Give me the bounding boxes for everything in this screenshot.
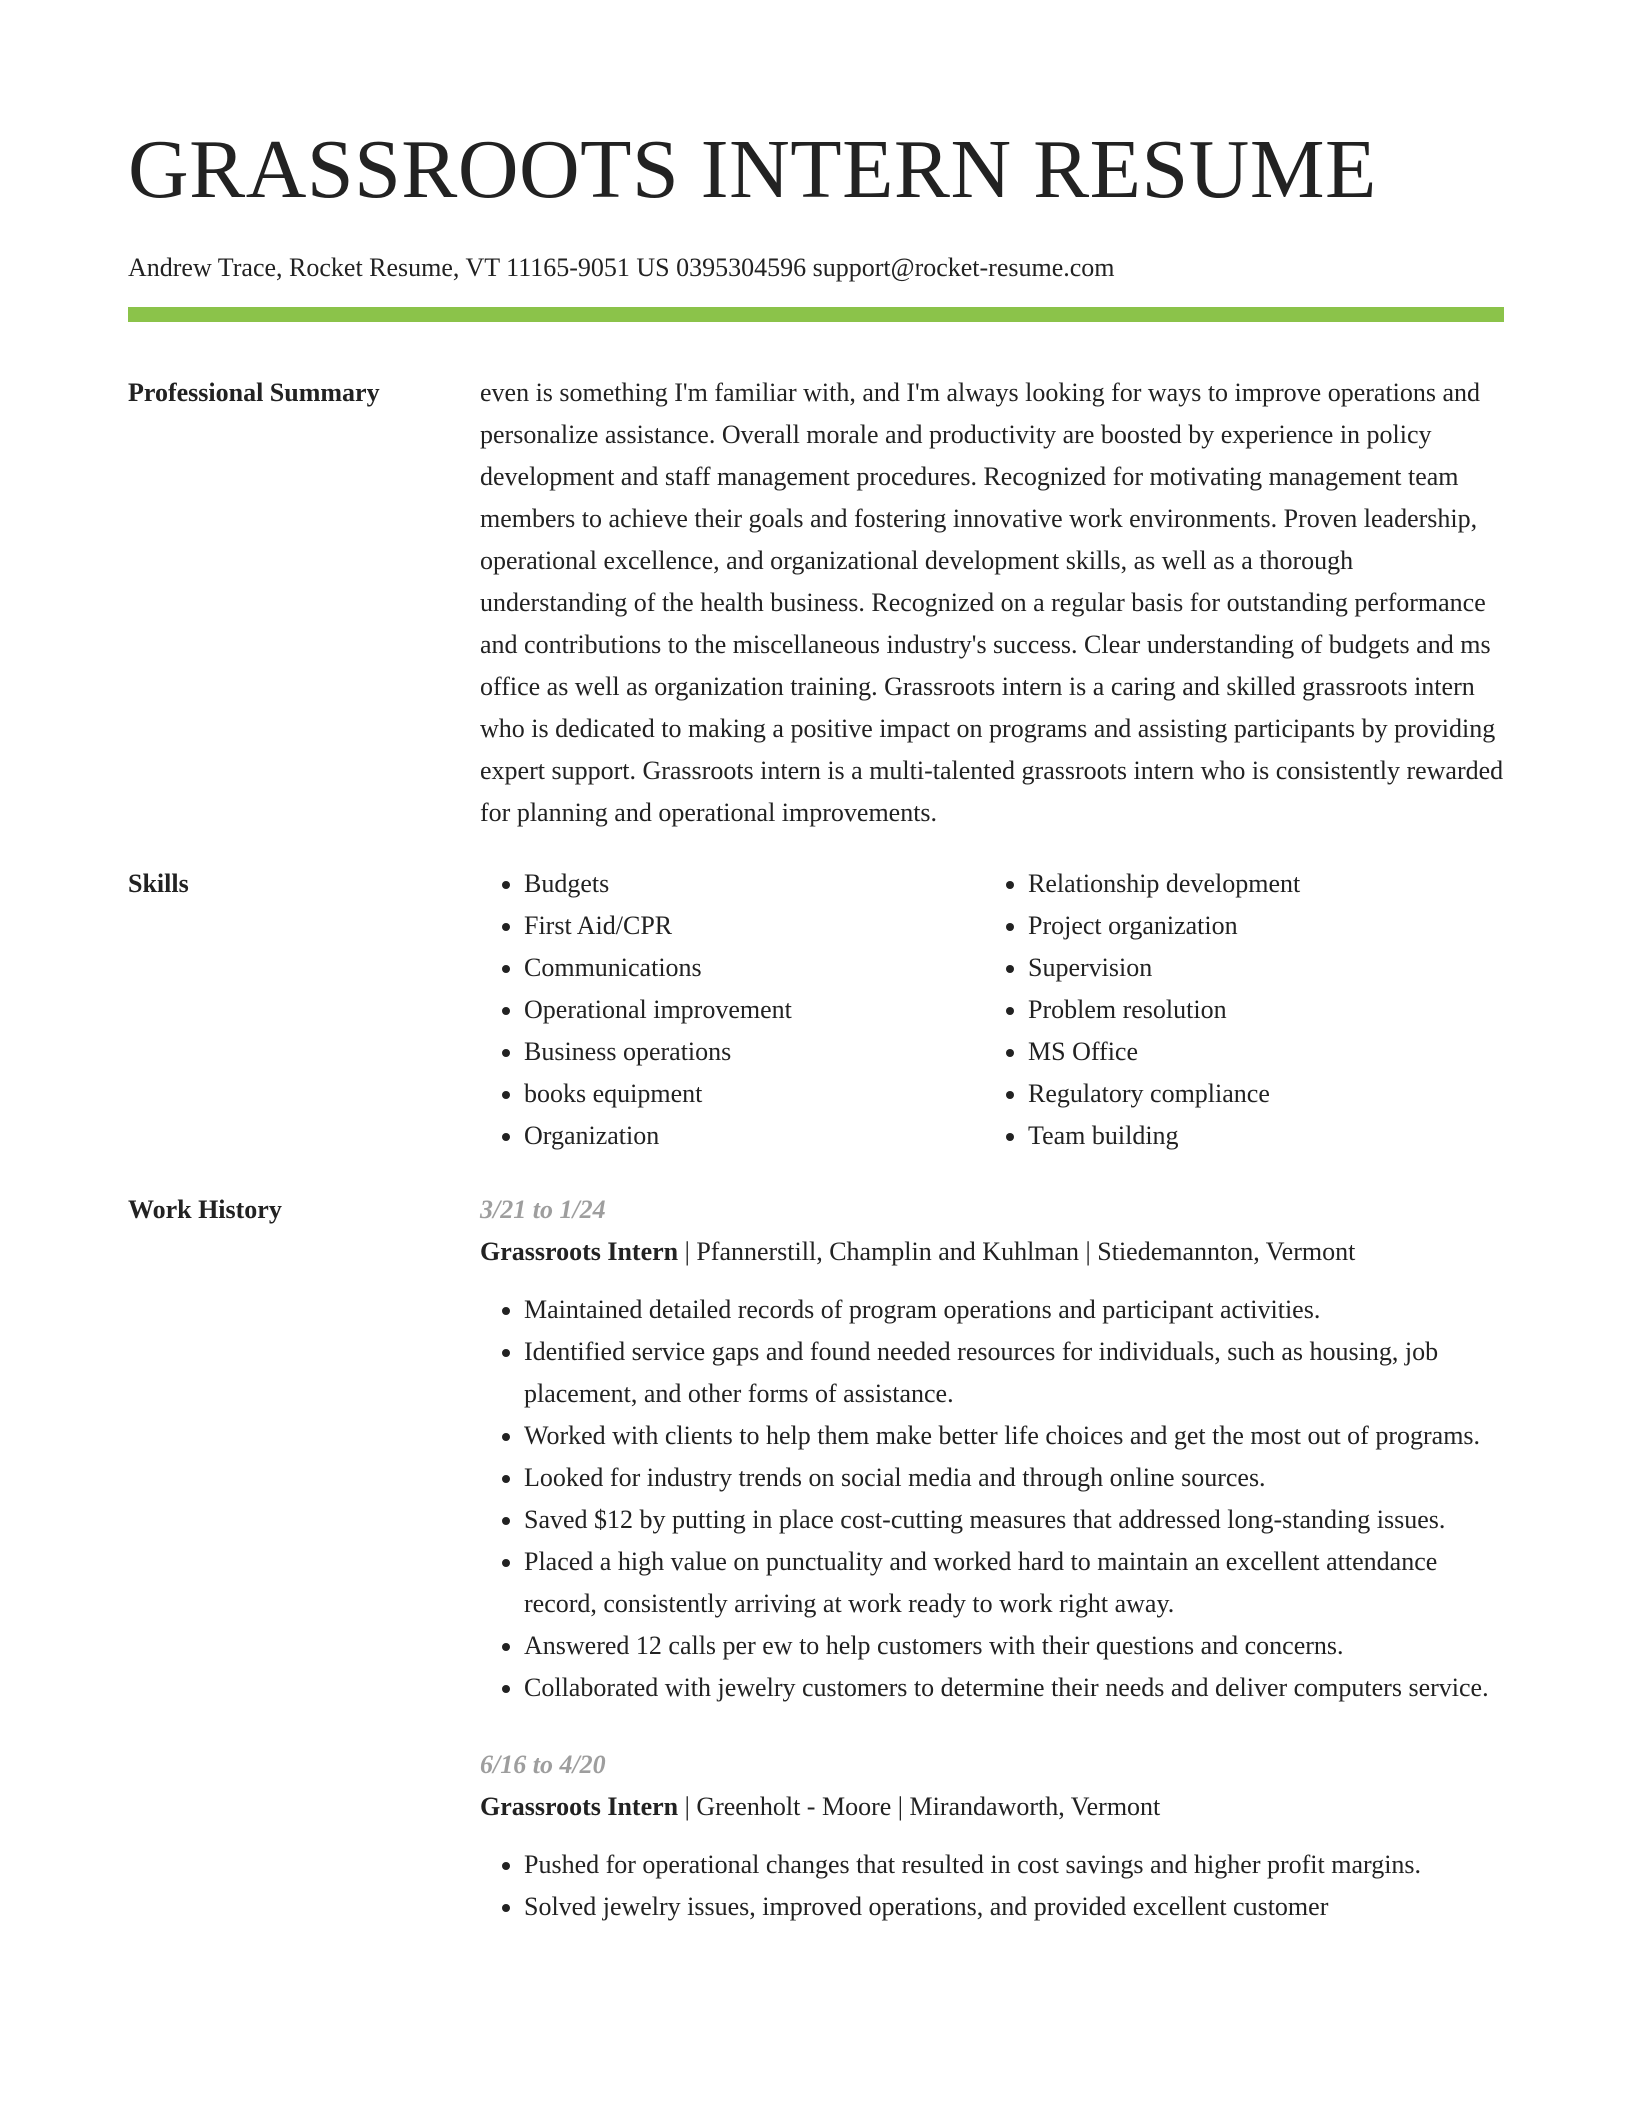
skill-item: • Communications xyxy=(524,947,984,989)
work-history-section xyxy=(128,1189,1504,1963)
job-bullet: • Collaborated with jewelry customers to determine their needs and deliver computers service. xyxy=(524,1667,1504,1709)
job-bullet: • Maintained detailed records of program operations and participant activities. xyxy=(524,1289,1504,1331)
job-bullet: • Answered 12 calls per ew to help customers with their questions and concerns. xyxy=(524,1625,1504,1667)
section-label: Work History xyxy=(128,1195,282,1224)
skill-item: • Relationship development xyxy=(1028,863,1488,905)
section-label: Skills xyxy=(128,869,189,898)
resume-title: GRASSROOTS INTERN RESUME xyxy=(128,123,1377,216)
job-bullet: • Placed a high value on punctuality and worked hard to maintain an excellent attendance record, consistently arriving at work ready to work right away. xyxy=(524,1541,1504,1625)
skills-list-right xyxy=(984,863,1488,1157)
job-bullet: • Saved $12 by putting in place cost-cutting measures that addressed long-standing issues. xyxy=(524,1499,1504,1541)
job-role: Grassroots Intern xyxy=(480,1792,679,1821)
job-bullets xyxy=(480,1844,1504,1928)
job-heading xyxy=(480,1231,1504,1273)
skill-item: • Organization xyxy=(524,1115,984,1157)
job-heading xyxy=(480,1786,1504,1828)
summary-text: even is something I'm familiar with, and I'm always looking for ways to improve operations and personalize assistance. Overall morale and productivity are boosted by experience in policy development and staff management procedures. Recognized for motivating management team members to achieve their goals and fostering innovative work environments. Proven leadership, operational excellence, and organizational development skills, as well as a thorough understanding of the health business. Recognized on a regular basis for outstanding performance and contributions to the miscellaneous industry's success. Clear understanding of budgets and ms office as well as organization training. Grassroots intern is a caring and skilled grassroots intern who is dedicated to making a positive impact on programs and assisting participants by providing expert support. Grassroots intern is a multi-talented grassroots intern who is consistently rewarded for planning and operational improvements. xyxy=(480,378,1504,827)
job-details: | Greenholt - Moore | Mirandaworth, Vermont xyxy=(678,1792,1161,1821)
job-entry xyxy=(480,1189,1504,1709)
job-bullet: • Pushed for operational changes that resulted in cost savings and higher profit margins. xyxy=(524,1844,1504,1886)
job-dates: 3/21 to 1/24 xyxy=(480,1195,606,1224)
skill-item: • Regulatory compliance xyxy=(1028,1073,1488,1115)
job-bullet: • Solved jewelry issues, improved operations, and provided excellent customer xyxy=(524,1886,1504,1928)
skills-list-left xyxy=(480,863,984,1157)
contact-line: Andrew Trace, Rocket Resume, VT 11165-9051 US 0395304596 support@rocket-resume.com xyxy=(128,253,1115,282)
job-bullet: • Worked with clients to help them make better life choices and get the most out of programs. xyxy=(524,1415,1504,1457)
skill-item: • First Aid/CPR xyxy=(524,905,984,947)
skill-item: • Operational improvement xyxy=(524,989,984,1031)
skill-item: • MS Office xyxy=(1028,1031,1488,1073)
skill-item: • Project organization xyxy=(1028,905,1488,947)
job-role: Grassroots Intern xyxy=(480,1237,679,1266)
skill-item: • books equipment xyxy=(524,1073,984,1115)
section-label: Professional Summary xyxy=(128,378,380,407)
job-dates: 6/16 to 4/20 xyxy=(480,1750,606,1779)
job-details: | Pfannerstill, Champlin and Kuhlman | Stiedemannton, Vermont xyxy=(678,1237,1356,1266)
skill-item: • Supervision xyxy=(1028,947,1488,989)
skill-item: • Problem resolution xyxy=(1028,989,1488,1031)
skills-section xyxy=(128,863,1504,1157)
header-divider xyxy=(128,307,1504,322)
job-bullets xyxy=(480,1289,1504,1709)
professional-summary-section xyxy=(128,372,1504,834)
job-bullet: • Identified service gaps and found needed resources for individuals, such as housing, job placement, and other forms of assistance. xyxy=(524,1331,1504,1415)
job-bullet: • Looked for industry trends on social media and through online sources. xyxy=(524,1457,1504,1499)
job-entry xyxy=(480,1744,1504,1928)
skill-item: • Team building xyxy=(1028,1115,1488,1157)
skill-item: • Business operations xyxy=(524,1031,984,1073)
skill-item: • Budgets xyxy=(524,863,984,905)
resume-page xyxy=(128,0,1504,1963)
